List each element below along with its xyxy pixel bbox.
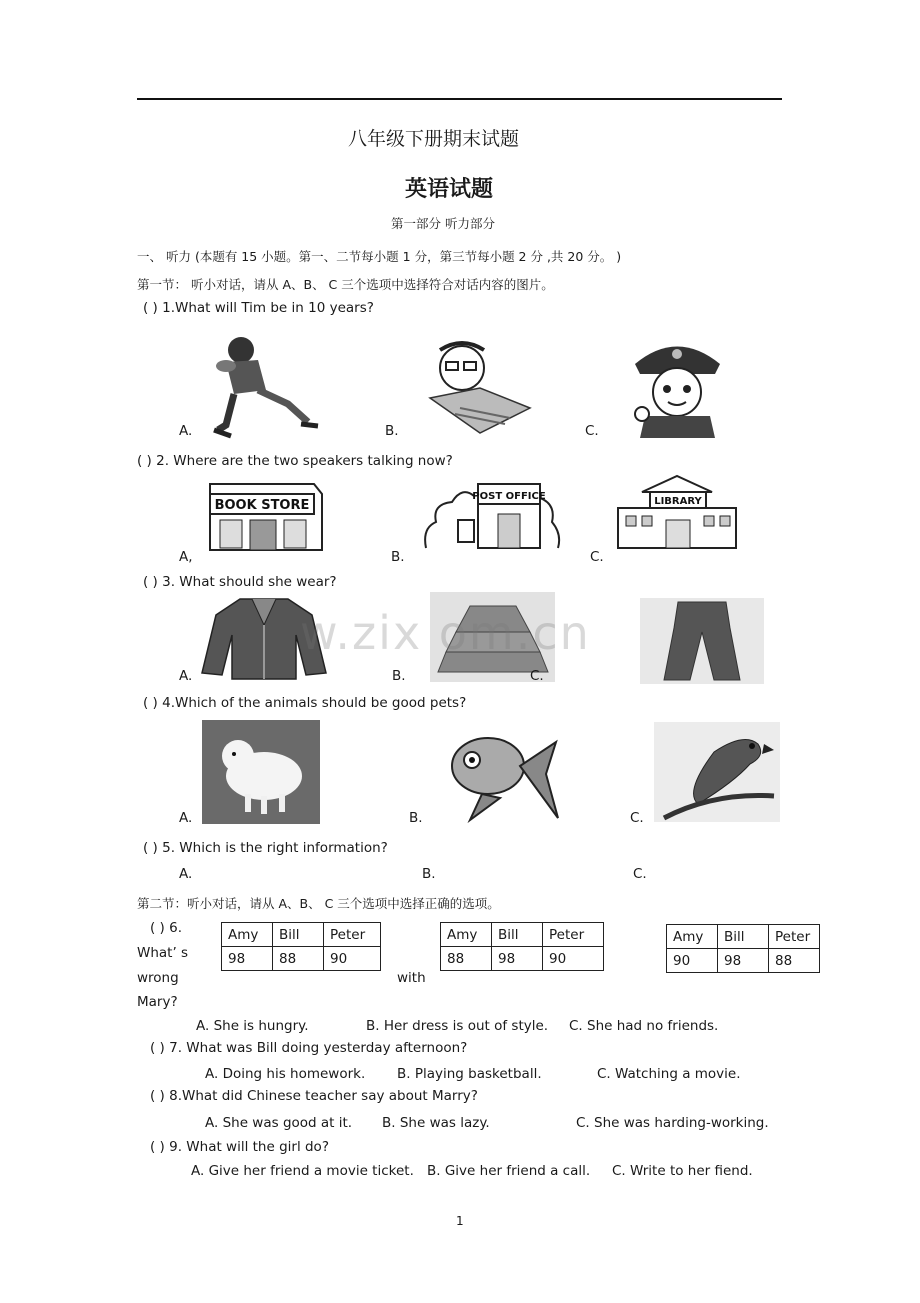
q6-option-c: C. She had no friends. [569,1018,719,1034]
table-header-cell: Bill [718,925,769,949]
table-cell: 98 [718,949,769,973]
question-6-line3: wrong [137,970,179,986]
table-cell: 90 [543,947,604,971]
section2-instructions: 第二节：听小对话，请从 A、B、 C 三个选项中选择正确的选项。 [137,896,500,911]
table-cell: 88 [273,947,324,971]
page-number: 1 [456,1214,464,1228]
table-cell: 88 [769,949,820,973]
q5-option-a: A. [179,866,193,882]
table-header-cell: Peter [543,923,604,947]
table-header-cell: Peter [324,923,381,947]
question-6-number: ( ) 6. [150,920,182,936]
football-player-picture [196,330,326,440]
q9-option-b: B. Give her friend a call. [427,1163,591,1179]
q7-option-b: B. Playing basketball. [397,1066,542,1082]
question-6-with: with [397,970,426,986]
score-table-b [440,922,604,971]
q7-option-c: C. Watching a movie. [597,1066,741,1082]
goldfish-picture [440,722,560,826]
table-header-cell: Bill [492,923,543,947]
page-subtitle: 英语试题 [405,177,494,202]
book-store-picture [206,480,326,552]
top-rule [137,98,782,100]
library-sign: LIBRARY [654,496,702,507]
question-2: ( ) 2. Where are the two speakers talking now? [137,453,453,469]
table-header-cell: Amy [441,923,492,947]
doctor-computer-picture [420,338,540,438]
police-officer-picture [620,334,735,439]
question-7: ( ) 7. What was Bill doing yesterday afternoon? [150,1040,468,1056]
q2-option-a: A, [179,549,193,565]
post-office-picture [422,478,562,550]
question-8: ( ) 8.What did Chinese teacher say about Marry? [150,1088,478,1104]
q6-option-b: B. Her dress is out of style. [366,1018,549,1034]
question-6-line4: Mary? [137,994,178,1010]
q9-option-a: A. Give her friend a movie ticket. [191,1163,414,1179]
page-title: 八年级下册期末试题 [348,128,520,150]
q3-option-c: C. [530,668,544,684]
parrot-picture [654,722,780,822]
score-table-a [221,922,381,971]
table-cell: 90 [324,947,381,971]
q1-option-a: A. [179,423,193,439]
question-6-line2: What’ s [137,945,189,961]
library-picture [612,472,742,556]
question-9: ( ) 9. What will the girl do? [150,1139,329,1155]
table-header-cell: Amy [222,923,273,947]
post-office-sign: POST OFFICE [472,491,546,502]
q8-option-c: C. She was harding-working. [576,1115,769,1131]
dog-picture [202,720,320,824]
table-cell: 90 [667,949,718,973]
q4-option-b: B. [409,810,423,826]
question-4: ( ) 4.Which of the animals should be good pets? [143,695,467,711]
section-heading: 一、 听力 (本题有 15 小题。第一、二节每小题 1 分，第三节每小题 2 分 ,共 20 分。 ) [137,249,622,264]
q8-option-b: B. She was lazy. [382,1115,490,1131]
q1-option-c: C. [585,423,599,439]
q7-option-a: A. Doing his homework. [205,1066,366,1082]
table-cell: 88 [441,947,492,971]
question-5: ( ) 5. Which is the right information? [143,840,388,856]
q6-option-a: A. She is hungry. [196,1018,309,1034]
question-3: ( ) 3. What should she wear? [143,574,337,590]
jeans-picture [640,598,764,684]
table-cell: 98 [492,947,543,971]
q2-option-b: B. [391,549,405,565]
question-1: ( ) 1.What will Tim be in 10 years? [143,300,374,316]
table-header-cell: Amy [667,925,718,949]
q5-option-c: C. [633,866,647,882]
q3-option-a: A. [179,668,193,684]
q9-option-c: C. Write to her fiend. [612,1163,753,1179]
q2-option-c: C. [590,549,604,565]
part-heading: 第一部分 听力部分 [391,216,495,231]
table-header-cell: Bill [273,923,324,947]
score-table-c [666,924,820,973]
watermark: w.zix om.cn [300,606,591,660]
book-store-sign: BOOK STORE [214,498,310,513]
table-cell: 98 [222,947,273,971]
q1-option-b: B. [385,423,399,439]
table-header-cell: Peter [769,925,820,949]
q8-option-a: A. She was good at it. [205,1115,353,1131]
section1-instructions: 第一节： 听小对话，请从 A、B、 C 三个选项中选择符合对话内容的图片。 [137,277,554,292]
q5-option-b: B. [422,866,436,882]
q4-option-a: A. [179,810,193,826]
q3-option-b: B. [392,668,406,684]
q4-option-c: C. [630,810,644,826]
